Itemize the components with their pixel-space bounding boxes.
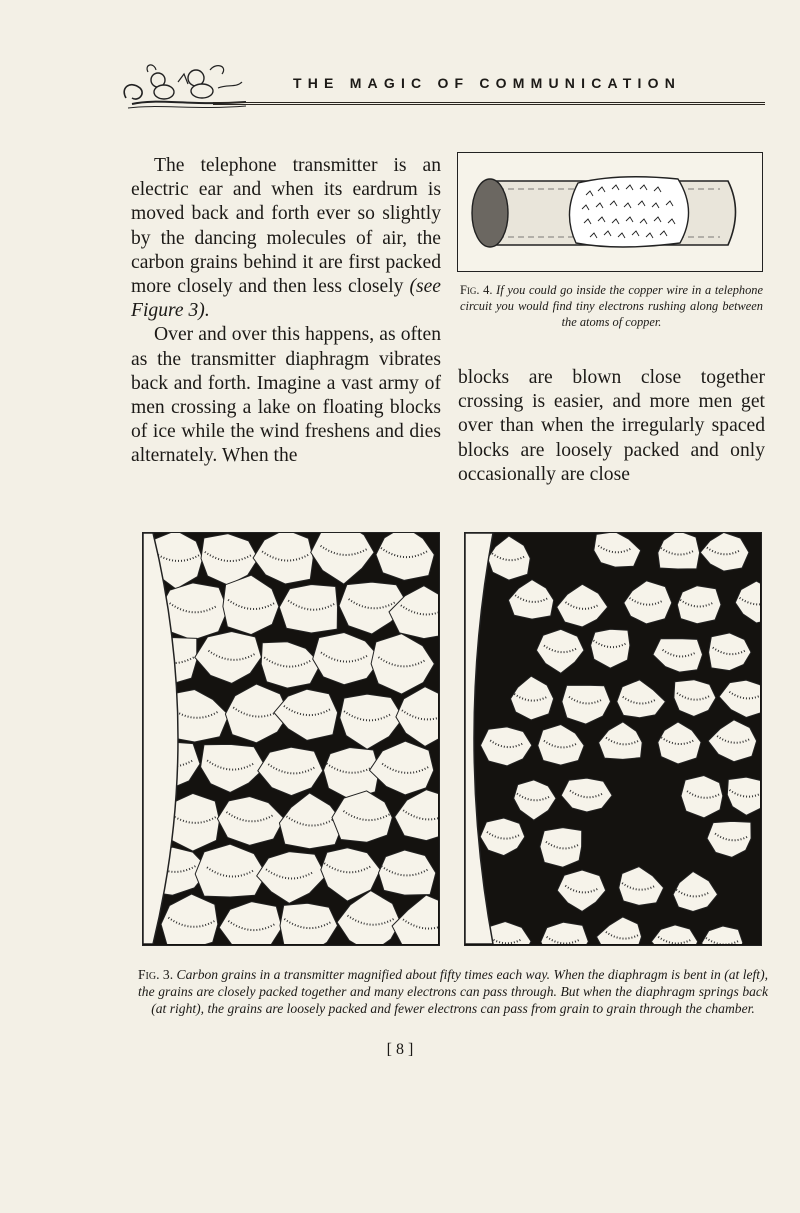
carbon-grain [195,632,262,684]
carbon-grain [481,727,532,766]
carbon-grain [562,685,611,724]
carbon-grain [540,828,582,868]
carbon-grain [257,852,326,904]
carbon-grain [511,676,554,720]
left-paragraph-2: Over and over this happens, as often as the transmitter diaphragm vibrates back and forth. Imagine a vast army of men crossing a lake on floating blocks of ice while the wind freshens and dies alternately. When the [131,324,441,467]
carbon-grain [340,694,404,749]
figure-4-caption [460,282,763,330]
carbon-grain [681,776,723,818]
carbon-grain [261,642,321,688]
carbon-grain [253,533,313,584]
carbon-grain [719,680,760,717]
carbon-grain [538,725,584,766]
right-paragraph-1: blocks are blown close together crossing is easier, and more men get over than when the irregularly spaced blocks are loosely packed and only occasionally are close [458,367,765,485]
carbon-grain [280,903,338,944]
carbon-grain [379,850,436,895]
figure-4-caption-text: If you could go inside the copper wire in a telephone circuit you would find tiny electrons rushing along between the atoms of copper. [460,283,763,329]
carbon-grain [674,680,716,717]
carbon-grain [700,533,749,571]
carbon-grain [376,533,434,580]
copper-wire-icon [458,153,761,270]
running-title: THE MAGIC OF COMMUNICATION [293,75,682,91]
carbon-grain [557,870,606,911]
carbon-grain [599,722,643,760]
figure-3-left-panel [142,532,440,946]
left-paragraph-1 [131,154,441,323]
figure-4-label: Fig. 4. [460,283,493,297]
carbon-grain [392,895,438,944]
left-paragraph-1-text: The telephone transmitter is an electric ear and when its eardrum is moved back and forth ever so slightly by the dancing molecules of air, the carbon grains behind it are first packed more closely and then less closely [131,155,441,298]
carbon-grain [514,780,556,820]
carbon-grain [708,720,757,762]
figure-3-caption-text: Carbon grains in a transmitter magnified about fifty times each way. When the diaphragm is bent in (at left), the grains are closely packed together and many electrons can pass through. But when the diaphragm springs back (at right), the grains are loosely packed and fewer electrons can pass from grain to grain through the chamber. [138,967,769,1016]
carbon-grain [161,894,218,944]
carbon-grain [624,581,672,624]
carbon-grain [617,680,666,718]
carbon-grain [370,741,434,795]
carbon-grain [557,584,608,627]
carbon-grain [396,687,438,747]
carbon-grain [313,633,381,685]
carbon-grain [274,689,338,740]
carbon-grain [536,629,584,673]
figure-3-reference: (see Figure 3). [131,276,441,322]
carbon-grain [371,634,434,694]
carbon-grain [653,639,703,673]
figure-4-illustration [457,152,763,272]
carbon-grain [324,748,380,800]
carbon-grain [219,902,282,944]
figure-3-right-panel [464,532,762,946]
carbon-grain [201,744,266,792]
carbon-grain [619,867,664,906]
carbon-grain [541,922,589,944]
carbon-grain [561,778,612,812]
carbon-grain [395,790,438,841]
carbon-grain [279,585,337,634]
figure-3-caption [138,966,768,1017]
carbon-grain [658,722,701,764]
carbon-grain [702,926,743,944]
page-number: [ 8 ] [386,1041,414,1058]
cherubs-ornament-icon [118,58,248,118]
packed-carbon-grains-icon [143,533,438,944]
page-header [118,58,768,118]
carbon-grain [217,797,284,846]
carbon-grain [594,533,641,567]
right-column [458,366,765,487]
figure-3-label: Fig. 3. [138,967,174,982]
header-rule [213,102,765,105]
carbon-grain [677,586,721,624]
carbon-grain [480,818,525,856]
carbon-grain [488,536,531,580]
carbon-grain [195,844,266,897]
carbon-grain [258,747,323,795]
left-column [131,154,441,469]
loose-carbon-grains-icon [465,533,760,944]
carbon-grain [658,533,700,569]
carbon-grain [311,533,374,584]
carbon-grain [597,917,642,944]
carbon-grain [591,629,630,668]
carbon-grain [651,925,697,944]
